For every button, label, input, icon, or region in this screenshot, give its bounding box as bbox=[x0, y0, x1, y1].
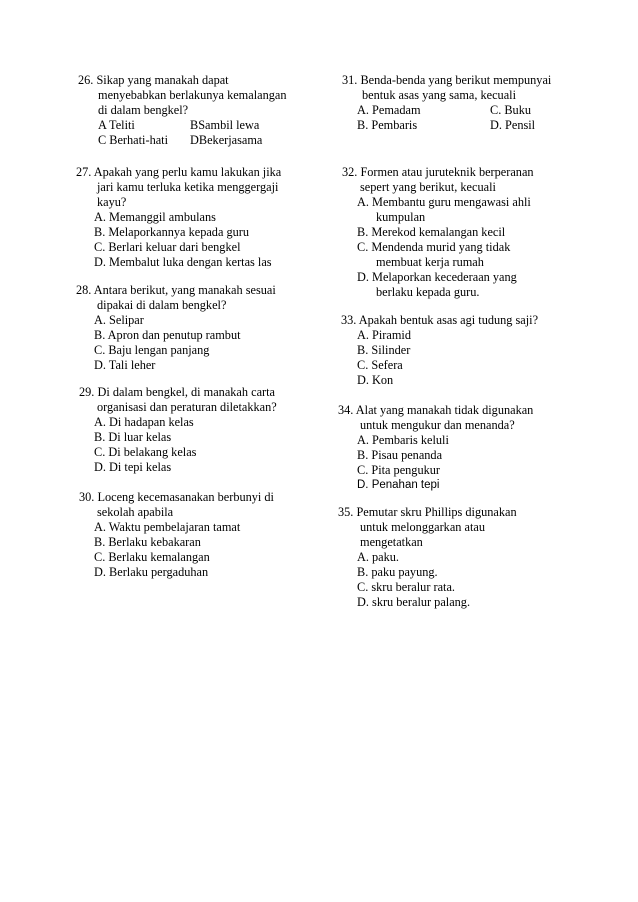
option-b: B. Di luar kelas bbox=[94, 430, 172, 444]
option-d: D. Pensil bbox=[490, 118, 536, 132]
question-text: 35. Pemutar skru Phillips digunakan bbox=[338, 505, 517, 519]
option-a: A. Membantu guru mengawasi ahli bbox=[357, 195, 531, 209]
question-text: kayu? bbox=[97, 195, 127, 209]
option-a-cont: kumpulan bbox=[376, 210, 426, 224]
option-d: DBekerjasama bbox=[190, 133, 263, 147]
option-c: C. Buku bbox=[490, 103, 531, 117]
option-c: C. Berlari keluar dari bengkel bbox=[94, 240, 241, 254]
question-text: 33. Apakah bentuk asas agi tudung saji? bbox=[341, 313, 539, 327]
question-text: 28. Antara berikut, yang manakah sesuai bbox=[76, 283, 276, 297]
option-c: C. Berlaku kemalangan bbox=[94, 550, 210, 564]
option-d: D. Melaporkan kecederaan yang bbox=[357, 270, 517, 284]
option-a: A. Piramid bbox=[357, 328, 411, 342]
option-a: A. Di hadapan kelas bbox=[94, 415, 194, 429]
option-d: D. Kon bbox=[357, 373, 394, 387]
option-c: C. skru beralur rata. bbox=[357, 580, 455, 594]
option-b: B. Pembaris bbox=[357, 118, 418, 132]
option-d: D. skru beralur palang. bbox=[357, 595, 471, 609]
option-a: A Teliti bbox=[98, 118, 135, 132]
option-d: D. Di tepi kelas bbox=[94, 460, 172, 474]
question-text: bentuk asas yang sama, kecuali bbox=[362, 88, 516, 102]
option-d-cont: berlaku kepada guru. bbox=[376, 285, 480, 299]
option-d: D. Membalut luka dengan kertas las bbox=[94, 255, 272, 269]
question-text: sekolah apabila bbox=[97, 505, 174, 519]
option-c: C. Baju lengan panjang bbox=[94, 343, 210, 357]
option-b: B. Silinder bbox=[357, 343, 411, 357]
option-b: B. Melaporkannya kepada guru bbox=[94, 225, 250, 239]
question-text: jari kamu terluka ketika menggergaji bbox=[97, 180, 279, 194]
option-c: C. Sefera bbox=[357, 358, 403, 372]
option-c: C. Mendenda murid yang tidak bbox=[357, 240, 511, 254]
option-a: A. Pemadam bbox=[357, 103, 421, 117]
question-text: 31. Benda-benda yang berikut mempunyai bbox=[342, 73, 552, 87]
option-c: C. Pita pengukur bbox=[357, 463, 440, 477]
question-text: untuk mengukur dan menanda? bbox=[360, 418, 515, 432]
option-a: A. Memanggil ambulans bbox=[94, 210, 216, 224]
question-text: organisasi dan peraturan diletakkan? bbox=[97, 400, 277, 414]
question-text: 30. Loceng kecemasanakan berbunyi di bbox=[79, 490, 274, 504]
option-a: A. Selipar bbox=[94, 313, 144, 327]
question-text: di dalam bengkel? bbox=[98, 103, 189, 117]
option-b: B. Pisau penanda bbox=[357, 448, 443, 462]
option-d: D. Tali leher bbox=[94, 358, 156, 372]
option-b: B. paku payung. bbox=[357, 565, 438, 579]
option-c-cont: membuat kerja rumah bbox=[376, 255, 484, 269]
question-text: sepert yang berikut, kecuali bbox=[360, 180, 496, 194]
option-d: D. Penahan tepi bbox=[357, 479, 440, 491]
question-text: menyebabkan berlakunya kemalangan bbox=[98, 88, 287, 102]
option-b: B. Berlaku kebakaran bbox=[94, 535, 201, 549]
option-d: D. Berlaku pergaduhan bbox=[94, 565, 209, 579]
question-text: 29. Di dalam bengkel, di manakah carta bbox=[79, 385, 275, 399]
question-text: 34. Alat yang manakah tidak digunakan bbox=[338, 403, 534, 417]
option-b: B. Merekod kemalangan kecil bbox=[357, 225, 506, 239]
option-c: C Berhati-hati bbox=[98, 133, 169, 147]
question-text: 32. Formen atau juruteknik berperanan bbox=[342, 165, 534, 179]
option-a: A. paku. bbox=[357, 550, 400, 564]
option-b: BSambil lewa bbox=[190, 118, 260, 132]
question-text: 27. Apakah yang perlu kamu lakukan jika bbox=[76, 165, 282, 179]
option-a: A. Pembaris keluli bbox=[357, 433, 449, 447]
option-b: B. Apron dan penutup rambut bbox=[94, 328, 241, 342]
question-text: mengetatkan bbox=[360, 535, 423, 549]
question-text: dipakai di dalam bengkel? bbox=[97, 298, 227, 312]
question-text: 26. Sikap yang manakah dapat bbox=[78, 73, 229, 87]
option-a: A. Waktu pembelajaran tamat bbox=[94, 520, 241, 534]
question-text: untuk melonggarkan atau bbox=[360, 520, 485, 534]
option-c: C. Di belakang kelas bbox=[94, 445, 197, 459]
